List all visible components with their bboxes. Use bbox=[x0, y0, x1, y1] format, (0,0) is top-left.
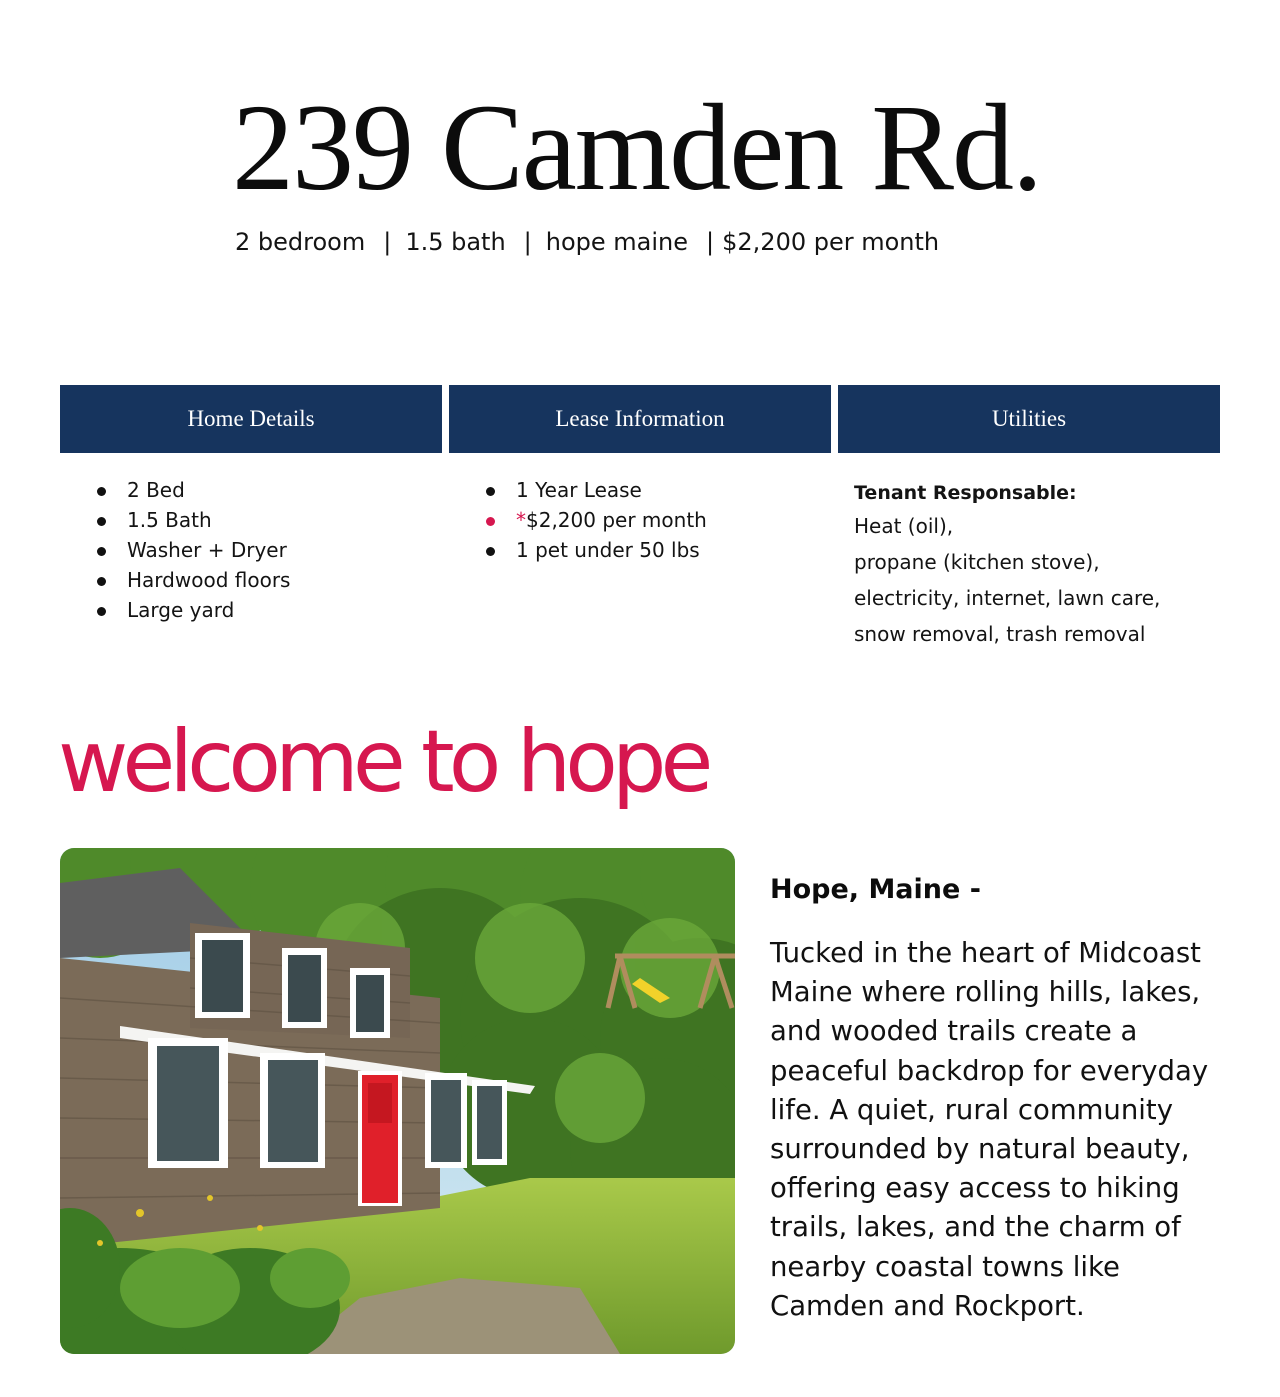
list-item bbox=[486, 506, 707, 536]
property-title: 239 Camden Rd. bbox=[232, 79, 1041, 216]
list-item: Washer + Dryer bbox=[97, 536, 290, 566]
about-body: Tucked in the heart of Midcoast Maine where rolling hills, lakes, and wooded trails create a peaceful backdrop for everyday life. A quiet, rural community surrounded by natural beauty, offering easy access to hiking trails, lakes, and the charm of nearby coastal towns like Camden and Rockport. bbox=[770, 937, 1209, 1322]
welcome-heading: welcome to hope bbox=[58, 712, 708, 812]
home-details-list bbox=[97, 476, 290, 626]
house-photo bbox=[60, 848, 735, 1354]
summary-price: $2,200 per month bbox=[722, 228, 940, 256]
utilities-info bbox=[854, 478, 1214, 652]
summary-separator: | bbox=[383, 228, 392, 256]
list-item-text: 1 Year Lease bbox=[516, 478, 642, 502]
lease-information-header: Lease Information bbox=[449, 385, 831, 453]
list-item: 2 Bed bbox=[97, 476, 290, 506]
list-item: 1.5 Bath bbox=[97, 506, 290, 536]
house-photo-icon bbox=[60, 848, 735, 1354]
utilities-line: electricity, internet, lawn care, bbox=[854, 586, 1161, 610]
property-summary bbox=[235, 226, 939, 258]
lease-information-list bbox=[486, 476, 707, 566]
home-details-header: Home Details bbox=[60, 385, 442, 453]
summary-separator: | bbox=[706, 228, 715, 256]
list-item bbox=[486, 536, 707, 566]
summary-separator: | bbox=[523, 228, 532, 256]
utilities-header: Utilities bbox=[838, 385, 1220, 453]
list-item bbox=[486, 476, 707, 506]
asterisk-marker: * bbox=[516, 508, 526, 532]
list-item-text: $2,200 per month bbox=[526, 508, 707, 532]
utilities-line: Heat (oil), bbox=[854, 514, 954, 538]
list-item: Large yard bbox=[97, 596, 290, 626]
summary-baths: 1.5 bath bbox=[405, 228, 506, 256]
list-item-text: 1 pet under 50 lbs bbox=[516, 538, 700, 562]
utilities-line: snow removal, trash removal bbox=[854, 622, 1146, 646]
about-heading: Hope, Maine - bbox=[770, 874, 981, 905]
list-item: Hardwood floors bbox=[97, 566, 290, 596]
utilities-label: Tenant Responsable: bbox=[854, 482, 1077, 504]
summary-location: hope maine bbox=[545, 228, 689, 256]
utilities-line: propane (kitchen stove), bbox=[854, 550, 1100, 574]
summary-bedrooms: 2 bedroom bbox=[235, 228, 366, 256]
